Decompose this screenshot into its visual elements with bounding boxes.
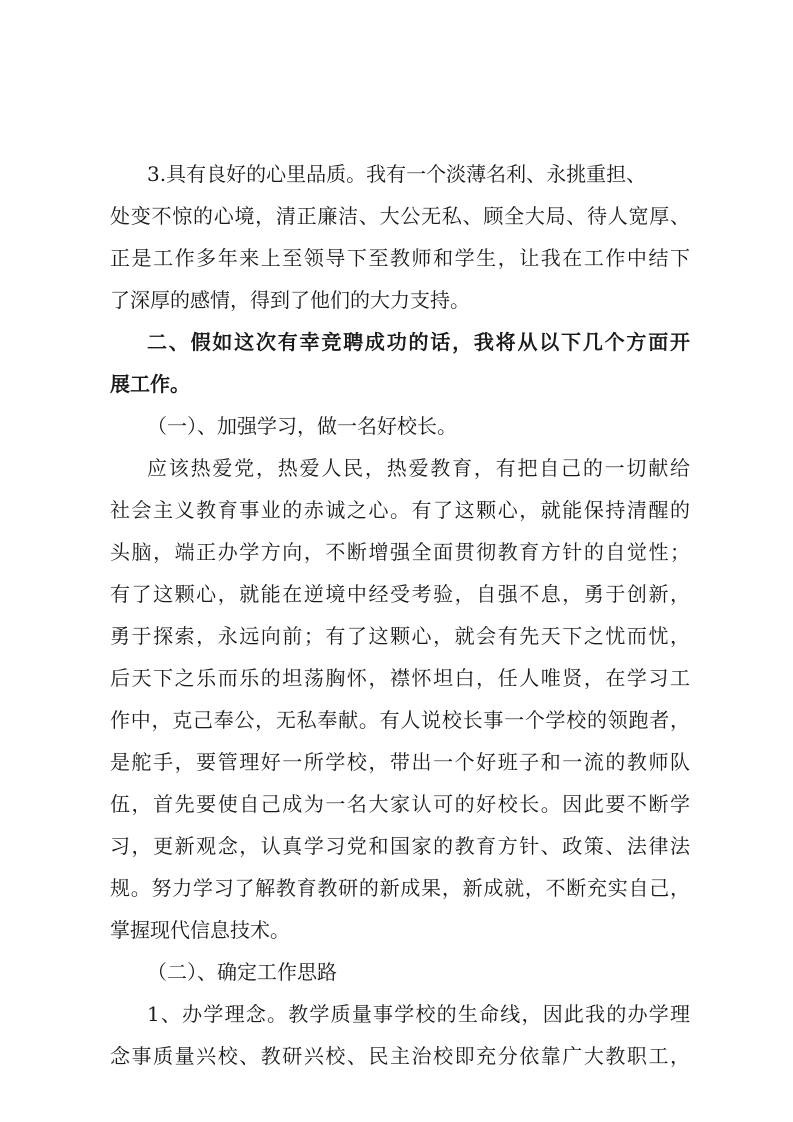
text-line: 后天下之乐而乐的坦荡胸怀，襟怀坦白，任人唯贤，在学习工 bbox=[110, 666, 690, 690]
text-line: 社会主义教育事业的赤诚之心。有了这颗心，就能保持清醒的 bbox=[110, 498, 690, 522]
text-line: 了深厚的感情，得到了他们的大力支持。 bbox=[110, 288, 470, 312]
text-line: 应该热爱党，热爱人民，热爱教育，有把自己的一切献给 bbox=[147, 456, 690, 480]
text-line: 掌握现代信息技术。 bbox=[110, 918, 290, 942]
subsection-heading: （二）、确定工作思路 bbox=[147, 960, 337, 984]
text-line: 是舵手，要管理好一所学校，带出一个好班子和一流的教师队 bbox=[110, 750, 690, 774]
text-line: 念事质量兴校、教研兴校、民主治校即充分依靠广大教职工， bbox=[110, 1044, 690, 1068]
text-line: 有了这颗心，就能在逆境中经受考验，自强不息，勇于创新， bbox=[110, 582, 690, 606]
text-line: 勇于探索，永远向前；有了这颗心，就会有先天下之忧而忧， bbox=[110, 624, 690, 648]
text-line: 规。努力学习了解教育教研的新成果，新成就，不断充实自己， bbox=[110, 876, 690, 900]
text-line: 作中，克己奉公，无私奉献。有人说校长事一个学校的领跑者， bbox=[110, 708, 690, 732]
subsection-heading: （一）、加强学习，做一名好校长。 bbox=[147, 414, 457, 438]
text-line: 头脑，端正办学方向，不断增强全面贯彻教育方针的自觉性； bbox=[110, 540, 690, 564]
text-line: 1、办学理念。教学质量事学校的生命线，因此我的办学理 bbox=[147, 1002, 690, 1026]
section-heading: 二、假如这次有幸竞聘成功的话，我将从以下几个方面开 bbox=[147, 330, 690, 354]
text-line: 习，更新观念，认真学习党和国家的教育方针、政策、法律法 bbox=[110, 834, 690, 858]
text-line: 处变不惊的心境，清正廉洁、大公无私、顾全大局、待人宽厚、 bbox=[110, 204, 690, 228]
text-line: 正是工作多年来上至领导下至教师和学生，让我在工作中结下 bbox=[110, 246, 690, 270]
text-line: 3.具有良好的心里品质。我有一个淡薄名利、永挑重担、 bbox=[147, 162, 647, 186]
text-line: 伍，首先要使自己成为一名大家认可的好校长。因此要不断学 bbox=[110, 792, 690, 816]
section-heading: 展工作。 bbox=[110, 372, 190, 396]
